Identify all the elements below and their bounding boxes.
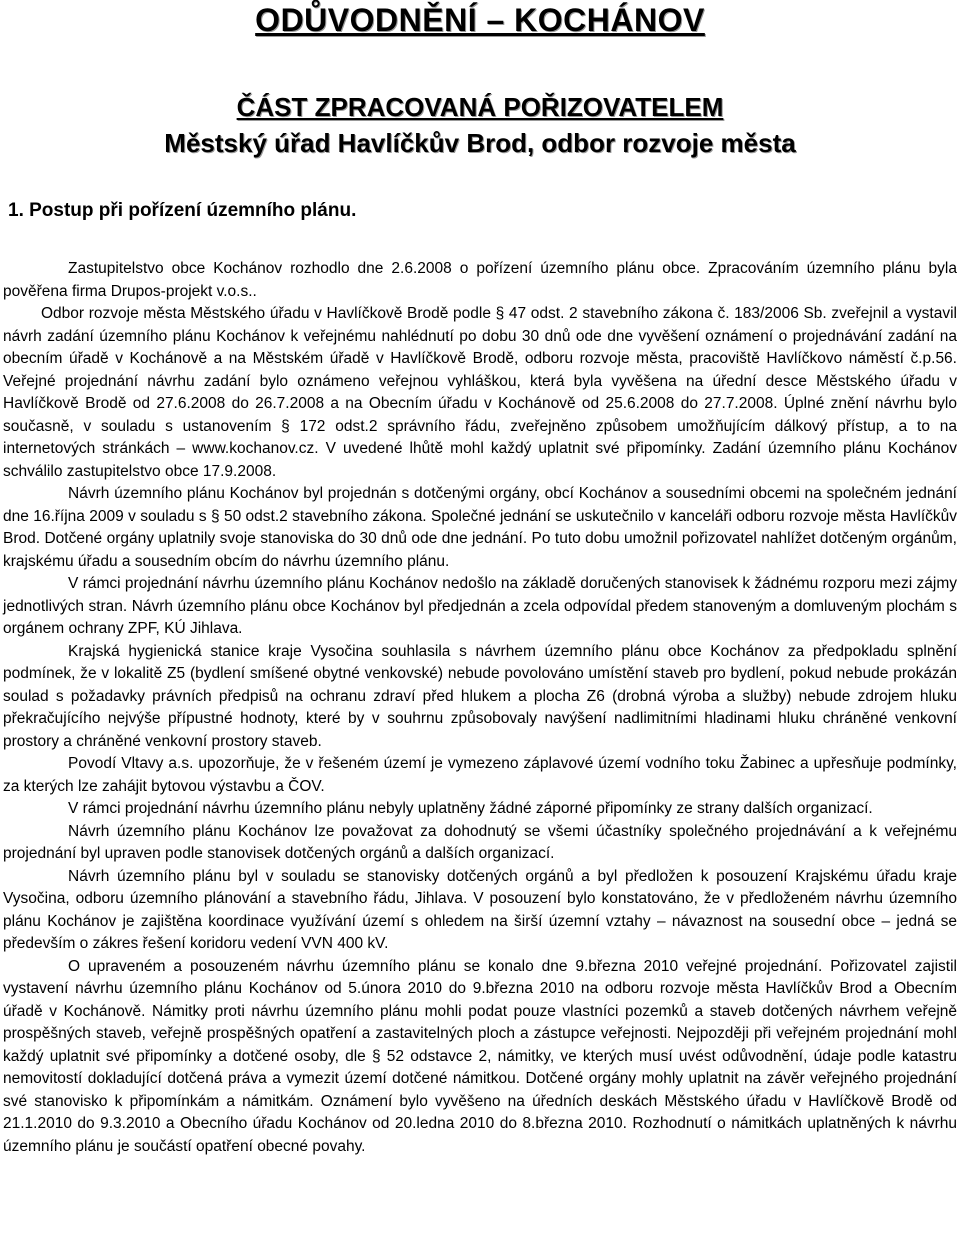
document-body [3, 258, 957, 1158]
office-title: Městský úřad Havlíčkův Brod, odbor rozvoje města [164, 128, 796, 158]
document-title: ODŮVODNĚNÍ – KOCHÁNOV [255, 2, 705, 38]
paragraph-8: Návrh územního plánu Kochánov lze považovat za dohodnutý se všemi účastníky společného projednávání a k veřejnému projednání byl upraven podle stanovisek dotčených orgánů a dalších organizací. [3, 822, 957, 862]
part-title: ČÁST ZPRACOVANÁ POŘIZOVATELEM [236, 92, 724, 122]
paragraph-2: Odbor rozvoje města Městského úřadu v Havlíčkově Brodě podle § 47 odst. 2 stavebního zákona č. 183/2006 Sb. zveřejnil a vystavil návrh zadání územního plánu Kochánov k veřejnému nahlédnutí po dobu 30 dnů ode dne vyvěšení oznámení o projednávání zadání na obecním úřadě v Kochánově a na Městském úřadě v Havlíčkově Brodě, odboru rozvoje města, pracoviště Havlíčkovo náměstí č.p.56. Veřejné projednání návrhu zadání bylo oznámeno veřejnou vyhláškou, která byla vyvěšena na úřední desce Městského úřadu v Havlíčkově Brodě od 27.6.2008 do 26.7.2008 a na Obecním úřadu v Kochánově od 25.6.2008 do 27.7.2008. Úplné znění návrhu bylo současně, v souladu s ustanovením § 172 odst.2 správního řádu, zveřejněno způsobem umožňujícím dálkový přístup, a to na internetových stránkách – www.kochanov.cz. V uvedené lhůtě mohl každý uplatnit své připomínky. Zadání územního plánu Kochánov schválilo zastupitelstvo obce 17.9.2008. [3, 305, 957, 480]
paragraph-5: Krajská hygienická stanice kraje Vysočina souhlasila s návrhem územního plánu obce Kochánov za předpokladu splnění podmínek, že v lokalitě Z5 (bydlení smíšené obytné venkovské) nebude povolováno umístění staveb pro bydlení, pokud nebude prokázán soulad s požadavky právních předpisů na ochranu zdraví před hlukem a plocha Z6 (drobná výroba a služby) nebude zdrojem hluku překračujícího nejvýše přípustné hodnoty, které by v souhrnu způsobovaly navýšení nadlimitními hladinami hluku chráněné venkovní prostory a chráněné venkovní prostory staveb. [3, 642, 957, 750]
paragraph-9: Návrh územního plánu byl v souladu se stanovisky dotčených orgánů a byl předložen k posouzení Krajskému úřadu kraje Vysočina, odboru územního plánování a stavebního řádu, Jihlava. V posouzení bylo konstatováno, že v předloženém návrhu územního plánu Kochánov je zajištěna koordinace využívání území s ohledem na širší územní vztahy – návaznost na sousední obce – jedná se především o zákres řešení koridoru vedení VVN 400 kV. [3, 867, 957, 952]
paragraph-7: V rámci projednání návrhu územního plánu nebyly uplatněny žádné záporné připomínky ze strany dalších organizací. [68, 800, 873, 817]
paragraph-3: Návrh územního plánu Kochánov byl projednán s dotčenými orgány, obcí Kochánov a sousedními obcemi na společném jednání dne 16.října 2009 v souladu s § 50 odst.2 stavebního zákona. Společné jednání se uskutečnilo v kanceláři odboru rozvoje města Havlíčkův Brod. Dotčené orgány uplatnily svoje stanoviska do 30 dnů ode dne jednání. Po tuto dobu umožnil pořizovatel nahlížet dotčeným orgánům, krajskému úřadu a sousedním obcím do návrhu územního plánu. [3, 485, 957, 570]
paragraph-4: V rámci projednání návrhu územního plánu Kochánov nedošlo na základě doručených stanovisek k žádnému rozporu mezi zájmy jednotlivých stran. Návrh územního plánu obce Kochánov byl předjednán a zcela odpovídal předem stanoveným a domluveným plochám s orgánem ochrany ZPF, KÚ Jihlava. [3, 575, 957, 637]
paragraph-1: Zastupitelstvo obce Kochánov rozhodlo dne 2.6.2008 o pořízení územního plánu obce. Zpracováním územního plánu byla pověřena firma Drupos-projekt v.o.s.. [3, 260, 957, 300]
paragraph-10: O upraveném a posouzeném návrhu územního plánu se konalo dne 9.března 2010 veřejné projednání. Pořizovatel zajistil vystavení návrhu územního plánu Kochánov od 5.února 2010 do 9.března 2010 na odboru rozvoje města Havlíčkův Brod a Obecním úřadě v Kochánově. Námitky proti návrhu územního plánu mohli podat pouze vlastníci pozemků a staveb dotčených návrhem veřejně prospěšných staveb, veřejně prospěšných opatření a zastavitelných ploch a zástupce veřejnosti. Nejpozději při veřejném projednání mohl každý uplatnit své připomínky a dotčené osoby, dle § 52 odstavce 2, námitky, ve kterých musí uvést odůvodnění, údaje podle katastru nemovitostí dokladující dotčená práva a vymezit území dotčené námitkou. Dotčené orgány mohly uplatnit na závěr veřejného projednání své stanovisko k připomínkám a námitkám. Oznámení bylo vyvěšeno na úředních deskách Městského úřadu v Havlíčkově Brodě od 21.1.2010 do 9.3.2010 a Obecního úřadu Kochánov od 20.ledna 2010 do 8.března 2010. Rozhodnutí o námitkách uplatněných k návrhu územního plánu je součástí opatření obecné povahy. [3, 957, 957, 1155]
paragraph-6: Povodí Vltavy a.s. upozorňuje, že v řešeném území je vymezeno záplavové území vodního toku Žabinec a upřesňuje podmínky, za kterých lze zahájit bytovou výstavbu a ČOV. [3, 755, 957, 795]
section-heading: 1. Postup při pořízení územního plánu. [8, 200, 357, 221]
